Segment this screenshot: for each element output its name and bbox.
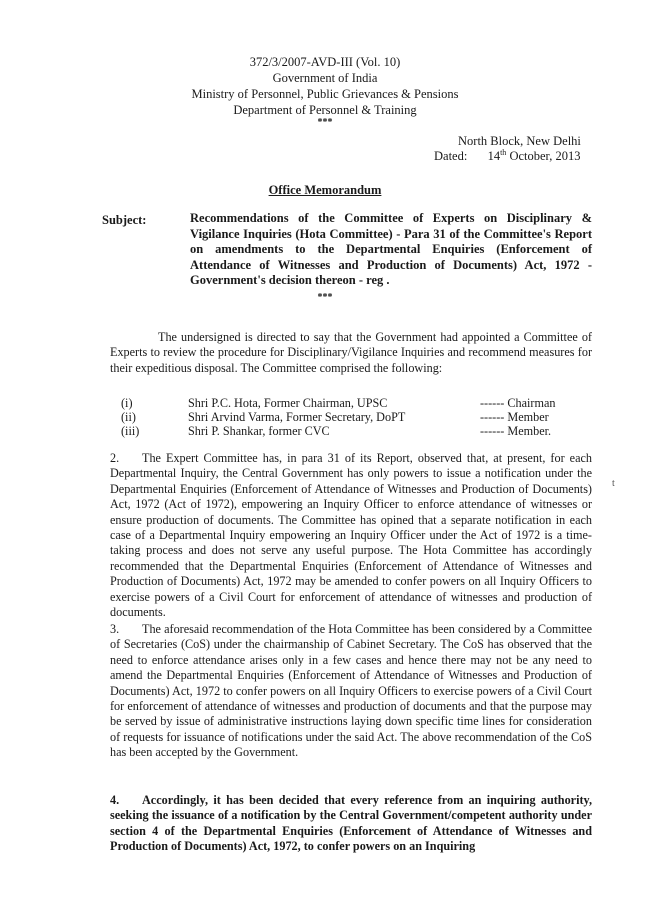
paragraph-1 <box>110 330 592 376</box>
member-number: (ii) <box>121 410 136 424</box>
member-name: Shri Arvind Varma, Former Secretary, DoPT <box>188 410 406 424</box>
paragraph-2 <box>110 451 592 620</box>
header-stars: *** <box>317 117 333 128</box>
member-role: ------ Member. <box>480 424 552 438</box>
subject-text: Recommendations of the Committee of Experts on Disciplinary & Vigilance Inquiries (Hota Committee) - Para 31 of the Committee's Report on amendments to the Departmental Enquiries (Enforcement of Attendance of Witnesses and Production of Documents) Act, 1972 - Government's decision thereon - reg . <box>190 211 592 288</box>
separator-stars: *** <box>317 292 333 303</box>
department-line: Department of Personnel & Training <box>233 103 417 117</box>
paragraph-3 <box>110 622 592 761</box>
paragraph-3-text: The aforesaid recommendation of the Hota Committee has been considered by a Committee of Secretaries (CoS) under the chairmanship of Cabinet Secretary. The CoS has observed that the need to enforce attendance arises only in a few cases and hence there may not be any need to amend the Departmental Enquiries (Enforcement of Attendance of Witnesses and Production of Documents) Act, 1972 to confer powers on all Inquiry Officers to exercise powers of a Civil Court for enforcement of attendance of witnesses and production of documents and that the purpose may be served by issue of administrative instructions laying down specific time lines for consideration of requests for issuance of notifications under the said Act. The above recommendation of the CoS has been accepted by the Government. <box>110 622 592 760</box>
date-day-suffix: th <box>500 147 507 157</box>
place: North Block, New Delhi <box>458 134 581 148</box>
margin-mark: t <box>612 478 615 489</box>
member-number: (i) <box>121 396 133 410</box>
member-name: Shri P. Shankar, former CVC <box>188 424 330 438</box>
member-role: ------ Member <box>480 410 549 424</box>
member-name: Shri P.C. Hota, Former Chairman, UPSC <box>188 396 388 410</box>
file-number: 372/3/2007-AVD-III (Vol. 10) <box>249 55 401 69</box>
government-line: Government of India <box>272 71 378 85</box>
memo-title: Office Memorandum <box>268 183 382 197</box>
ministry-line: Ministry of Personnel, Public Grievances & Pensions <box>191 87 459 101</box>
member-number: (iii) <box>121 424 140 438</box>
paragraph-2-text: The Expert Committee has, in para 31 of its Report, observed that, at present, for each Departmental Inquiry, the Central Government has only powers to issue a notification under the Departmental Enquiries (Enforcement of Attendance of Witnesses and Production of Documents) Act, 1972 (Act of 1972), empowering an Inquiry Officer to enforce attendance of witnesses or ensure production of documents. The Committee has opined that a separate notification in each case of a Departmental Inquiry empowering an Inquiry Officer under the Act of 1972 is a time-taking process and does not serve any useful purpose. The Hota Committee has accordingly recommended that the Departmental Enquiries (Enforcement of Attendance of Witnesses and Production of Documents) Act, 1972 may be amended to confer powers on all Inquiry Officers to exercise powers of a Civil Court for enforcement of attendance of witnesses and production of documents. <box>110 451 592 620</box>
member-role: ------ Chairman <box>480 396 556 410</box>
paragraph-4-text: Accordingly, it has been decided that every reference from an inquiring authority, seeking the issuance of a notification by the Central Government/competent authority under section 4 of the Departmental Enquiries (Enforcement of Attendance of Witnesses and Production of Documents) Act, 1972, to confer powers on an Inquiring <box>110 793 592 854</box>
paragraph-1-text: The undersigned is directed to say that the Government had appointed a Committee of Experts to review the procedure for Disciplinary/Vigilance Inquiries and recommend measures for their expeditious disposal. The Committee comprised the following: <box>110 330 592 375</box>
date-day: 14 <box>487 149 501 163</box>
paragraph-4-number: 4. <box>110 793 120 807</box>
paragraph-2-number: 2. <box>110 451 120 465</box>
paragraph-4 <box>110 793 592 855</box>
date-line <box>434 148 580 164</box>
dated-label: Dated: <box>434 149 468 163</box>
subject-label: Subject: <box>102 213 147 227</box>
member-row <box>0 424 650 440</box>
date-month-year: October, 2013 <box>509 149 581 163</box>
paragraph-3-number: 3. <box>110 622 120 636</box>
